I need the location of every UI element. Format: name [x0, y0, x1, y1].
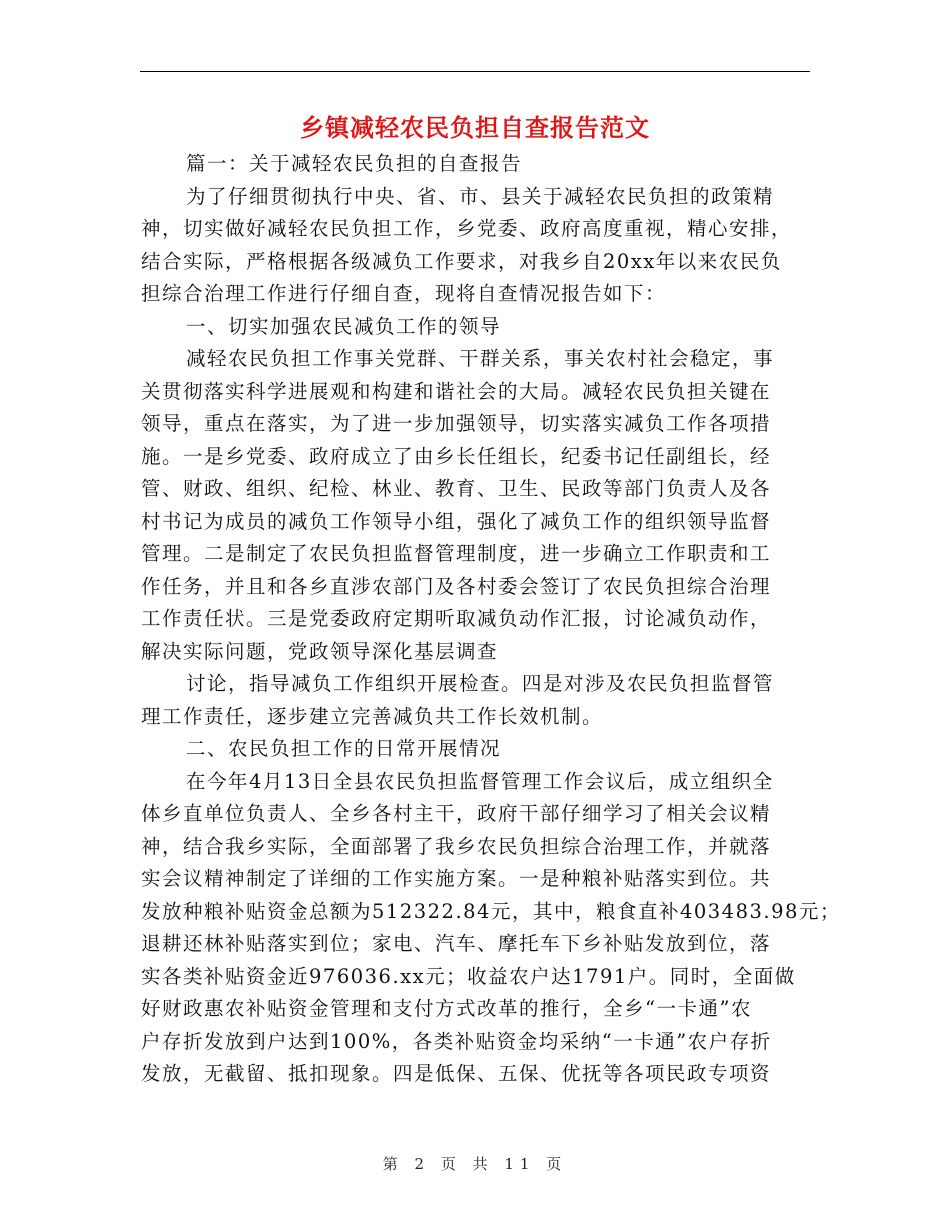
document-title: 乡镇减轻农民负担自查报告范文: [300, 113, 650, 142]
text-line: 好财政惠农补贴资金管理和支付方式改革的推行，全乡“一卡通”农: [141, 997, 752, 1020]
text-line: 发放，无截留、抵扣现象。四是低保、五保、优抚等各项民政专项资: [141, 1062, 772, 1085]
text-line: 关贯彻落实科学进展观和构建和谐社会的大局。减轻农民负担关键在: [141, 379, 772, 403]
text-line: 施。一是乡党委、政府成立了由乡长任组长，纪委书记任副组长，经: [141, 444, 772, 468]
text-line: 作任务，并且和各乡直涉农部门及各村委会签订了农民负担综合治理: [141, 574, 772, 598]
text-line: 村书记为成员的减负工作领导小组，强化了减负工作的组织领导监督: [141, 509, 772, 533]
text-line: 实会议精神制定了详细的工作实施方案。一是种粮补贴落实到位。共: [141, 867, 772, 890]
text-line: 减轻农民负担工作事关党群、干群关系，事关农村社会稳定，事: [186, 347, 775, 370]
text-line: 结合实际，严格根据各级减负工作要求，对我乡自20xx年以来农民负: [141, 249, 782, 273]
text-line: 担综合治理工作进行仔细自查，现将自查情况报告如下：: [141, 282, 667, 305]
page-footer: 第 2 页 共 11 页: [382, 1155, 568, 1173]
text-line: 解决实际问题，党政领导深化基层调查: [141, 639, 499, 663]
header-rule: [140, 71, 810, 72]
text-line: 讨论，指导减负工作组织开展检查。四是对涉及农民负担监督管: [186, 672, 775, 695]
text-line: 领导，重点在落实，为了进一步加强领导，切实落实减负工作各项措: [141, 412, 772, 435]
text-line: 神，结合我乡实际，全面部署了我乡农民负担综合治理工作，并就落: [141, 834, 772, 858]
text-line: 二、农民负担工作的日常开展情况: [186, 737, 502, 760]
text-line: 工作责任状。三是党委政府定期听取减负动作汇报，讨论减负动作，: [141, 607, 772, 630]
text-line: 实各类补贴资金近976036.xx元；收益农户达1791户。同时，全面做: [141, 964, 796, 988]
text-line: 为了仔细贯彻执行中央、省、市、县关于减轻农民负担的政策精: [186, 184, 775, 208]
text-line: 体乡直单位负责人、全乡各村主干，政府干部仔细学习了相关会议精: [141, 802, 772, 825]
text-line: 一、切实加强农民减负工作的领导: [186, 314, 502, 338]
text-line: 退耕还林补贴落实到位；家电、汽车、摩托车下乡补贴发放到位，落: [141, 932, 772, 955]
document-body: [141, 148, 841, 1091]
text-line: 管理。二是制定了农民负担监督管理制度，进一步确立工作职责和工: [141, 542, 772, 565]
text-line: 发放种粮补贴资金总额为512322.84元，其中，粮食直补403483.98元；: [141, 899, 841, 923]
text-line: 户存折发放到户达到100%，各类补贴资金均采纳“一卡通”农户存折: [141, 1029, 772, 1053]
text-line: 篇一：关于减轻农民负担的自查报告: [186, 152, 523, 175]
text-line: 管、财政、组织、纪检、林业、教育、卫生、民政等部门负责人及各: [141, 477, 772, 500]
text-line: 在今年4月13日全县农民负担监督管理工作会议后，成立组织全: [186, 769, 774, 793]
text-line: 神，切实做好减轻农民负担工作，乡党委、政府高度重视，精心安排，: [141, 217, 793, 240]
text-line: 理工作责任，逐步建立完善减负共工作长效机制。: [141, 704, 604, 728]
